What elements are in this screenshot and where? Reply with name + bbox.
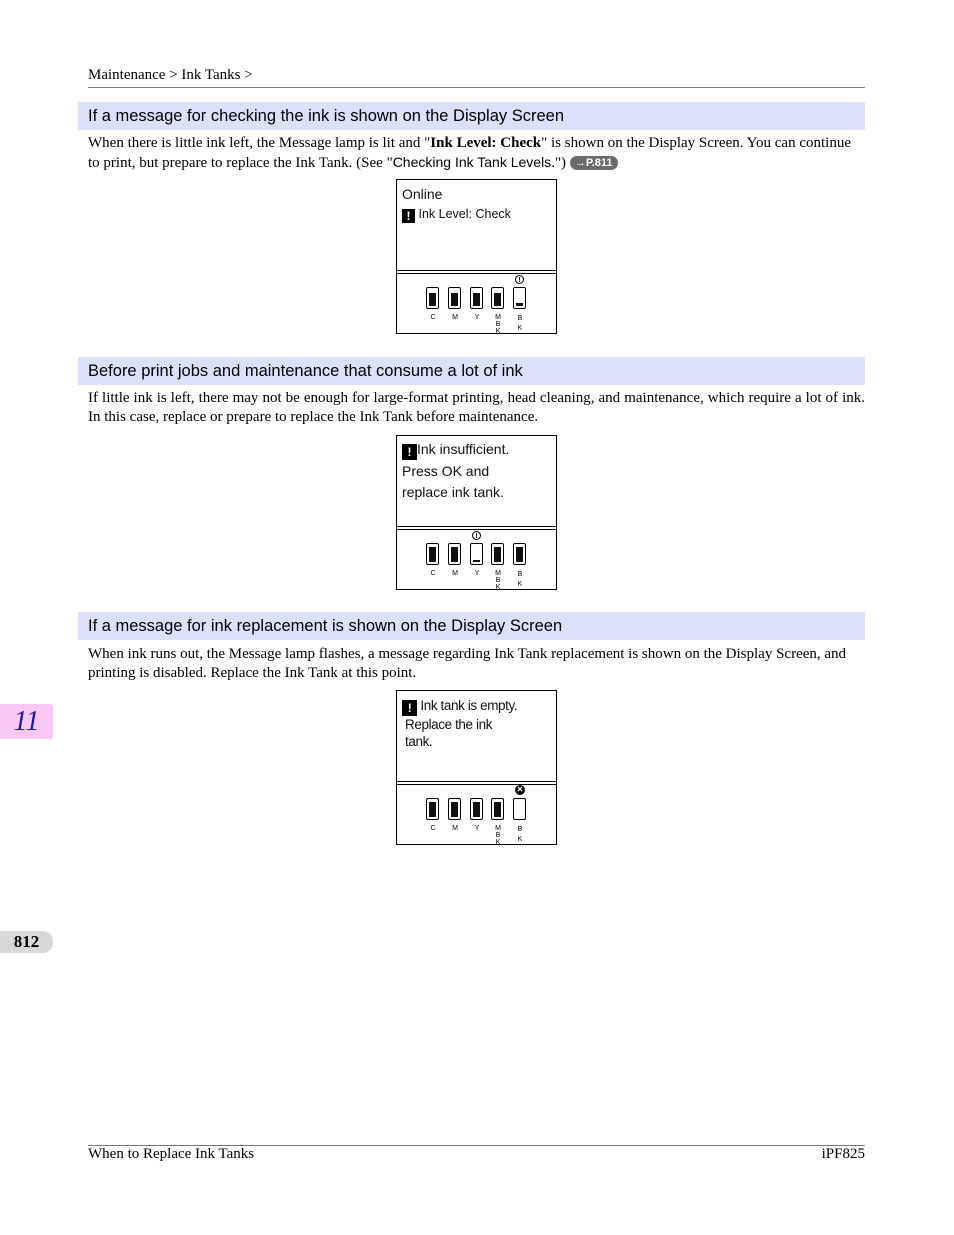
tank-c [426, 798, 439, 820]
tank-label: B K [517, 826, 523, 843]
footer-chapter-title: When to Replace Ink Tanks [88, 1146, 255, 1162]
panel-line-ink-level [402, 207, 511, 223]
tank-y [470, 543, 483, 565]
ink-tanks-row [397, 274, 556, 333]
tank-label: M [452, 314, 458, 321]
display-panel-ink-insufficient [396, 435, 557, 590]
warning-icon: ! [402, 209, 415, 223]
tank-label: Y [474, 314, 480, 321]
tank-bk [513, 798, 526, 820]
tank-m [448, 543, 461, 565]
tank-mbk [491, 798, 504, 820]
footer-model: iPF825 [821, 1146, 865, 1162]
tank-label: Y [474, 570, 480, 577]
empty-ink-error-icon: ✕ [516, 785, 524, 794]
low-ink-warning-icon: ! [472, 531, 481, 540]
para-text: When there is little ink left, the Message lamp is lit and " [88, 135, 431, 151]
tank-label: B K [517, 315, 523, 332]
tank-y [470, 798, 483, 820]
low-ink-warning-icon: ! [515, 275, 524, 284]
panel-line-3: replace ink tank. [402, 484, 504, 500]
panel-line-2: Replace the ink [405, 717, 493, 732]
tank-m [448, 287, 461, 309]
header-rule [88, 87, 865, 88]
tank-label: M B K [495, 314, 501, 335]
panel-line-2: Press OK and [402, 463, 490, 479]
panel-text: Ink Level: Check [418, 207, 511, 221]
tank-label: M [452, 825, 458, 832]
panel-line-1 [402, 698, 517, 716]
tank-bk [513, 543, 526, 565]
tank-c [426, 287, 439, 309]
panel-text: Ink insufficient. [417, 441, 510, 457]
section-3-paragraph: When ink runs out, the Message lamp flashes, a message regarding Ink Tank replacement is shown on the Display Screen, and printing is disabled. Replace the Ink Tank at this point. [88, 646, 847, 681]
display-screen [397, 691, 556, 782]
ink-tanks-row [397, 785, 556, 844]
tank-label: M B K [495, 570, 501, 591]
tank-bk [513, 287, 526, 309]
panel-text: Ink tank is empty. [420, 698, 518, 713]
panel-line-1 [402, 441, 509, 460]
tank-label: C [430, 570, 436, 577]
display-panel-ink-check [396, 179, 557, 334]
breadcrumb: Maintenance > Ink Tanks > [88, 67, 253, 83]
para-text: .") [551, 155, 570, 171]
tank-label: C [430, 314, 436, 321]
ink-tanks-row [397, 530, 556, 589]
warning-icon: ! [402, 444, 417, 460]
tank-label: M [452, 570, 458, 577]
tank-mbk [491, 543, 504, 565]
page-number: 812 [0, 931, 53, 953]
section-1-paragraph [88, 134, 865, 173]
section-title-ink-replacement: If a message for ink replacement is shown on the Display Screen [78, 612, 865, 640]
section-2-paragraph: If little ink is left, there may not be enough for large-format printing, head cleaning, and maintenance, which require a lot of ink. In this case, replace or prepare to replace the Ink Tank before maintenance. [88, 390, 865, 425]
display-panel-ink-empty [396, 690, 557, 845]
tank-label: M B K [495, 825, 501, 846]
para-bold: Ink Level: Check [430, 135, 542, 151]
tank-label: C [430, 825, 436, 832]
checking-ink-tank-levels-link[interactable]: Checking Ink Tank Levels [392, 154, 552, 170]
tank-mbk [491, 287, 504, 309]
tank-label: B K [517, 571, 523, 588]
display-screen [397, 180, 556, 271]
warning-icon: ! [402, 700, 417, 716]
para-text: " is shown on the Display Screen. You can continue to print, but prepare to replace the Ink Tank. (See " [88, 135, 851, 171]
panel-line-online: Online [402, 186, 443, 202]
page-ref-badge[interactable]: →P.811 [570, 156, 618, 170]
tank-c [426, 543, 439, 565]
panel-line-3: tank. [405, 734, 433, 749]
tank-m [448, 798, 461, 820]
display-screen [397, 436, 556, 527]
tank-y [470, 287, 483, 309]
section-title-before-print-jobs: Before print jobs and maintenance that consume a lot of ink [78, 357, 865, 385]
chapter-tab[interactable]: 11 [0, 704, 53, 739]
section-title-check-ink: If a message for checking the ink is shown on the Display Screen [78, 102, 865, 130]
tank-label: Y [474, 825, 480, 832]
